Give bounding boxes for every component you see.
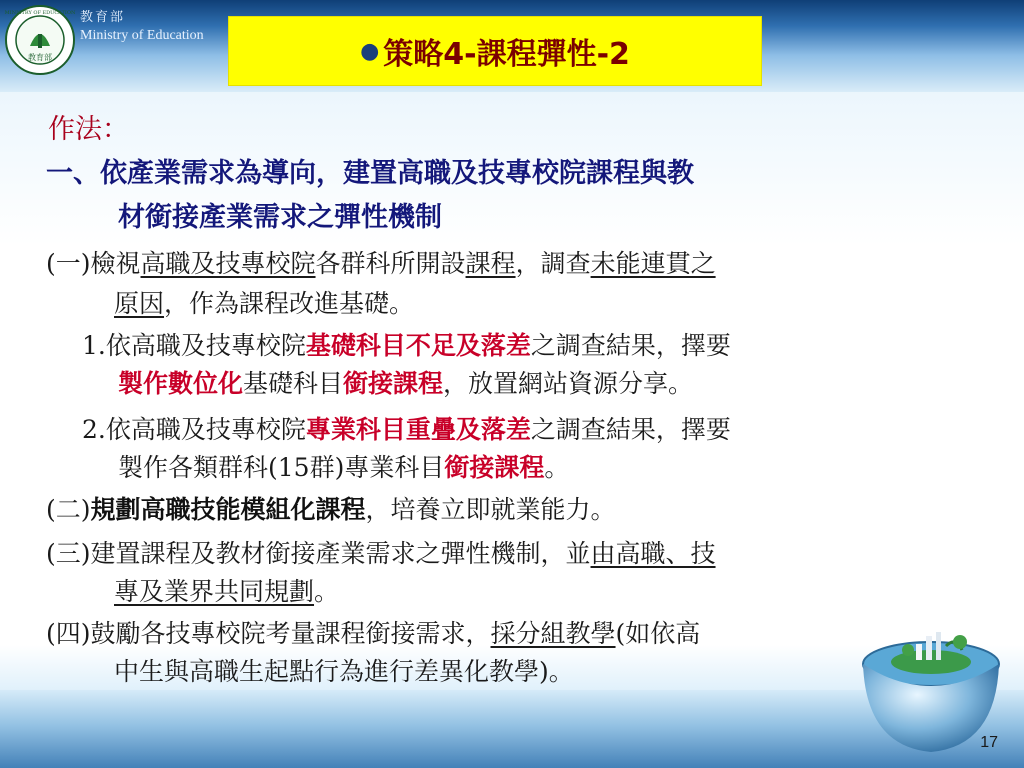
underlined-text: 由高職、技	[590, 539, 716, 568]
text-run: ，放置網站資源分享。	[443, 369, 694, 398]
underlined-text: 專及業界共同規劃	[114, 577, 315, 606]
text-run: ，作為課程改進基礎。	[164, 289, 415, 318]
emphasis-text: 銜接課程	[343, 369, 444, 398]
text-run: 依高職及技專校院	[105, 331, 306, 360]
item1-line1: 一、依產業需求為導向，建置高職及技專校院課程與教	[46, 158, 694, 189]
ministry-name-cn: 教育部	[80, 10, 126, 25]
emphasis-text: 製作數位化	[118, 369, 244, 398]
svg-text:MINISTRY OF EDUCATION: MINISTRY OF EDUCATION	[4, 10, 76, 16]
text-run: 依高職及技專校院	[105, 415, 306, 444]
sub3-line2	[114, 576, 339, 608]
section-heading: 作法：	[48, 114, 129, 145]
point2-line2	[118, 452, 569, 484]
list-number: 2.	[82, 415, 106, 444]
point1-line1	[82, 330, 731, 362]
text-run: ，培養立即就業能力。	[365, 495, 616, 524]
ministry-name-en: Ministry of Education	[80, 28, 204, 43]
text-run: (如依高	[615, 619, 701, 648]
text-run: 。	[544, 453, 570, 482]
emphasis-text: 基礎科目不足及落差	[305, 331, 531, 360]
emphasis-text: 專業科目重疊及落差	[305, 415, 531, 444]
text-run: 。	[314, 577, 340, 606]
point1-line2	[118, 368, 693, 400]
emphasis-text: 銜接課程	[444, 453, 545, 482]
underlined-text: 原因	[114, 289, 165, 318]
text-run: (四)鼓勵各技專校院考量課程銜接需求，	[46, 619, 491, 648]
text-run: 之調查結果，擇要	[530, 331, 731, 360]
svg-text:教育部: 教育部	[28, 53, 52, 62]
text-run: 之調查結果，擇要	[530, 415, 731, 444]
ministry-logo	[4, 4, 76, 76]
bold-text: 規劃高職技能模組化課程	[90, 495, 366, 524]
slide-title: 策略4-課程彈性-2	[383, 37, 630, 72]
point2-line1	[82, 414, 731, 446]
underlined-text: 未能連貫之	[590, 249, 716, 278]
underlined-text: 高職及技專校院	[140, 249, 316, 278]
text-run: (一)檢視	[46, 249, 141, 278]
list-number: 1.	[82, 331, 106, 360]
slide-title-box	[228, 16, 762, 86]
text-run: (二)	[46, 495, 91, 524]
text-run: (三)建置課程及教材銜接產業需求之彈性機制，並	[46, 539, 591, 568]
sub1-line1	[46, 248, 716, 280]
page-number: 17	[980, 734, 998, 751]
title-bullet-icon: ●	[360, 38, 380, 64]
text-run: ，調查	[515, 249, 591, 278]
text-run: 各群科所開設	[315, 249, 466, 278]
item1-line2: 材銜接產業需求之彈性機制	[118, 202, 442, 233]
underlined-text: 課程	[465, 249, 516, 278]
text-run: 基礎科目	[243, 369, 344, 398]
sub4-line1	[46, 618, 700, 650]
sub3-line1	[46, 538, 716, 570]
sub1-line2	[114, 288, 414, 320]
sub2-line	[46, 494, 616, 526]
underlined-text: 採分組教學	[490, 619, 616, 648]
sub4-line2: 中生與高職生起點行為進行差異化教學)。	[114, 657, 574, 686]
text-run: 製作各類群科(15群)專業科目	[118, 453, 445, 482]
